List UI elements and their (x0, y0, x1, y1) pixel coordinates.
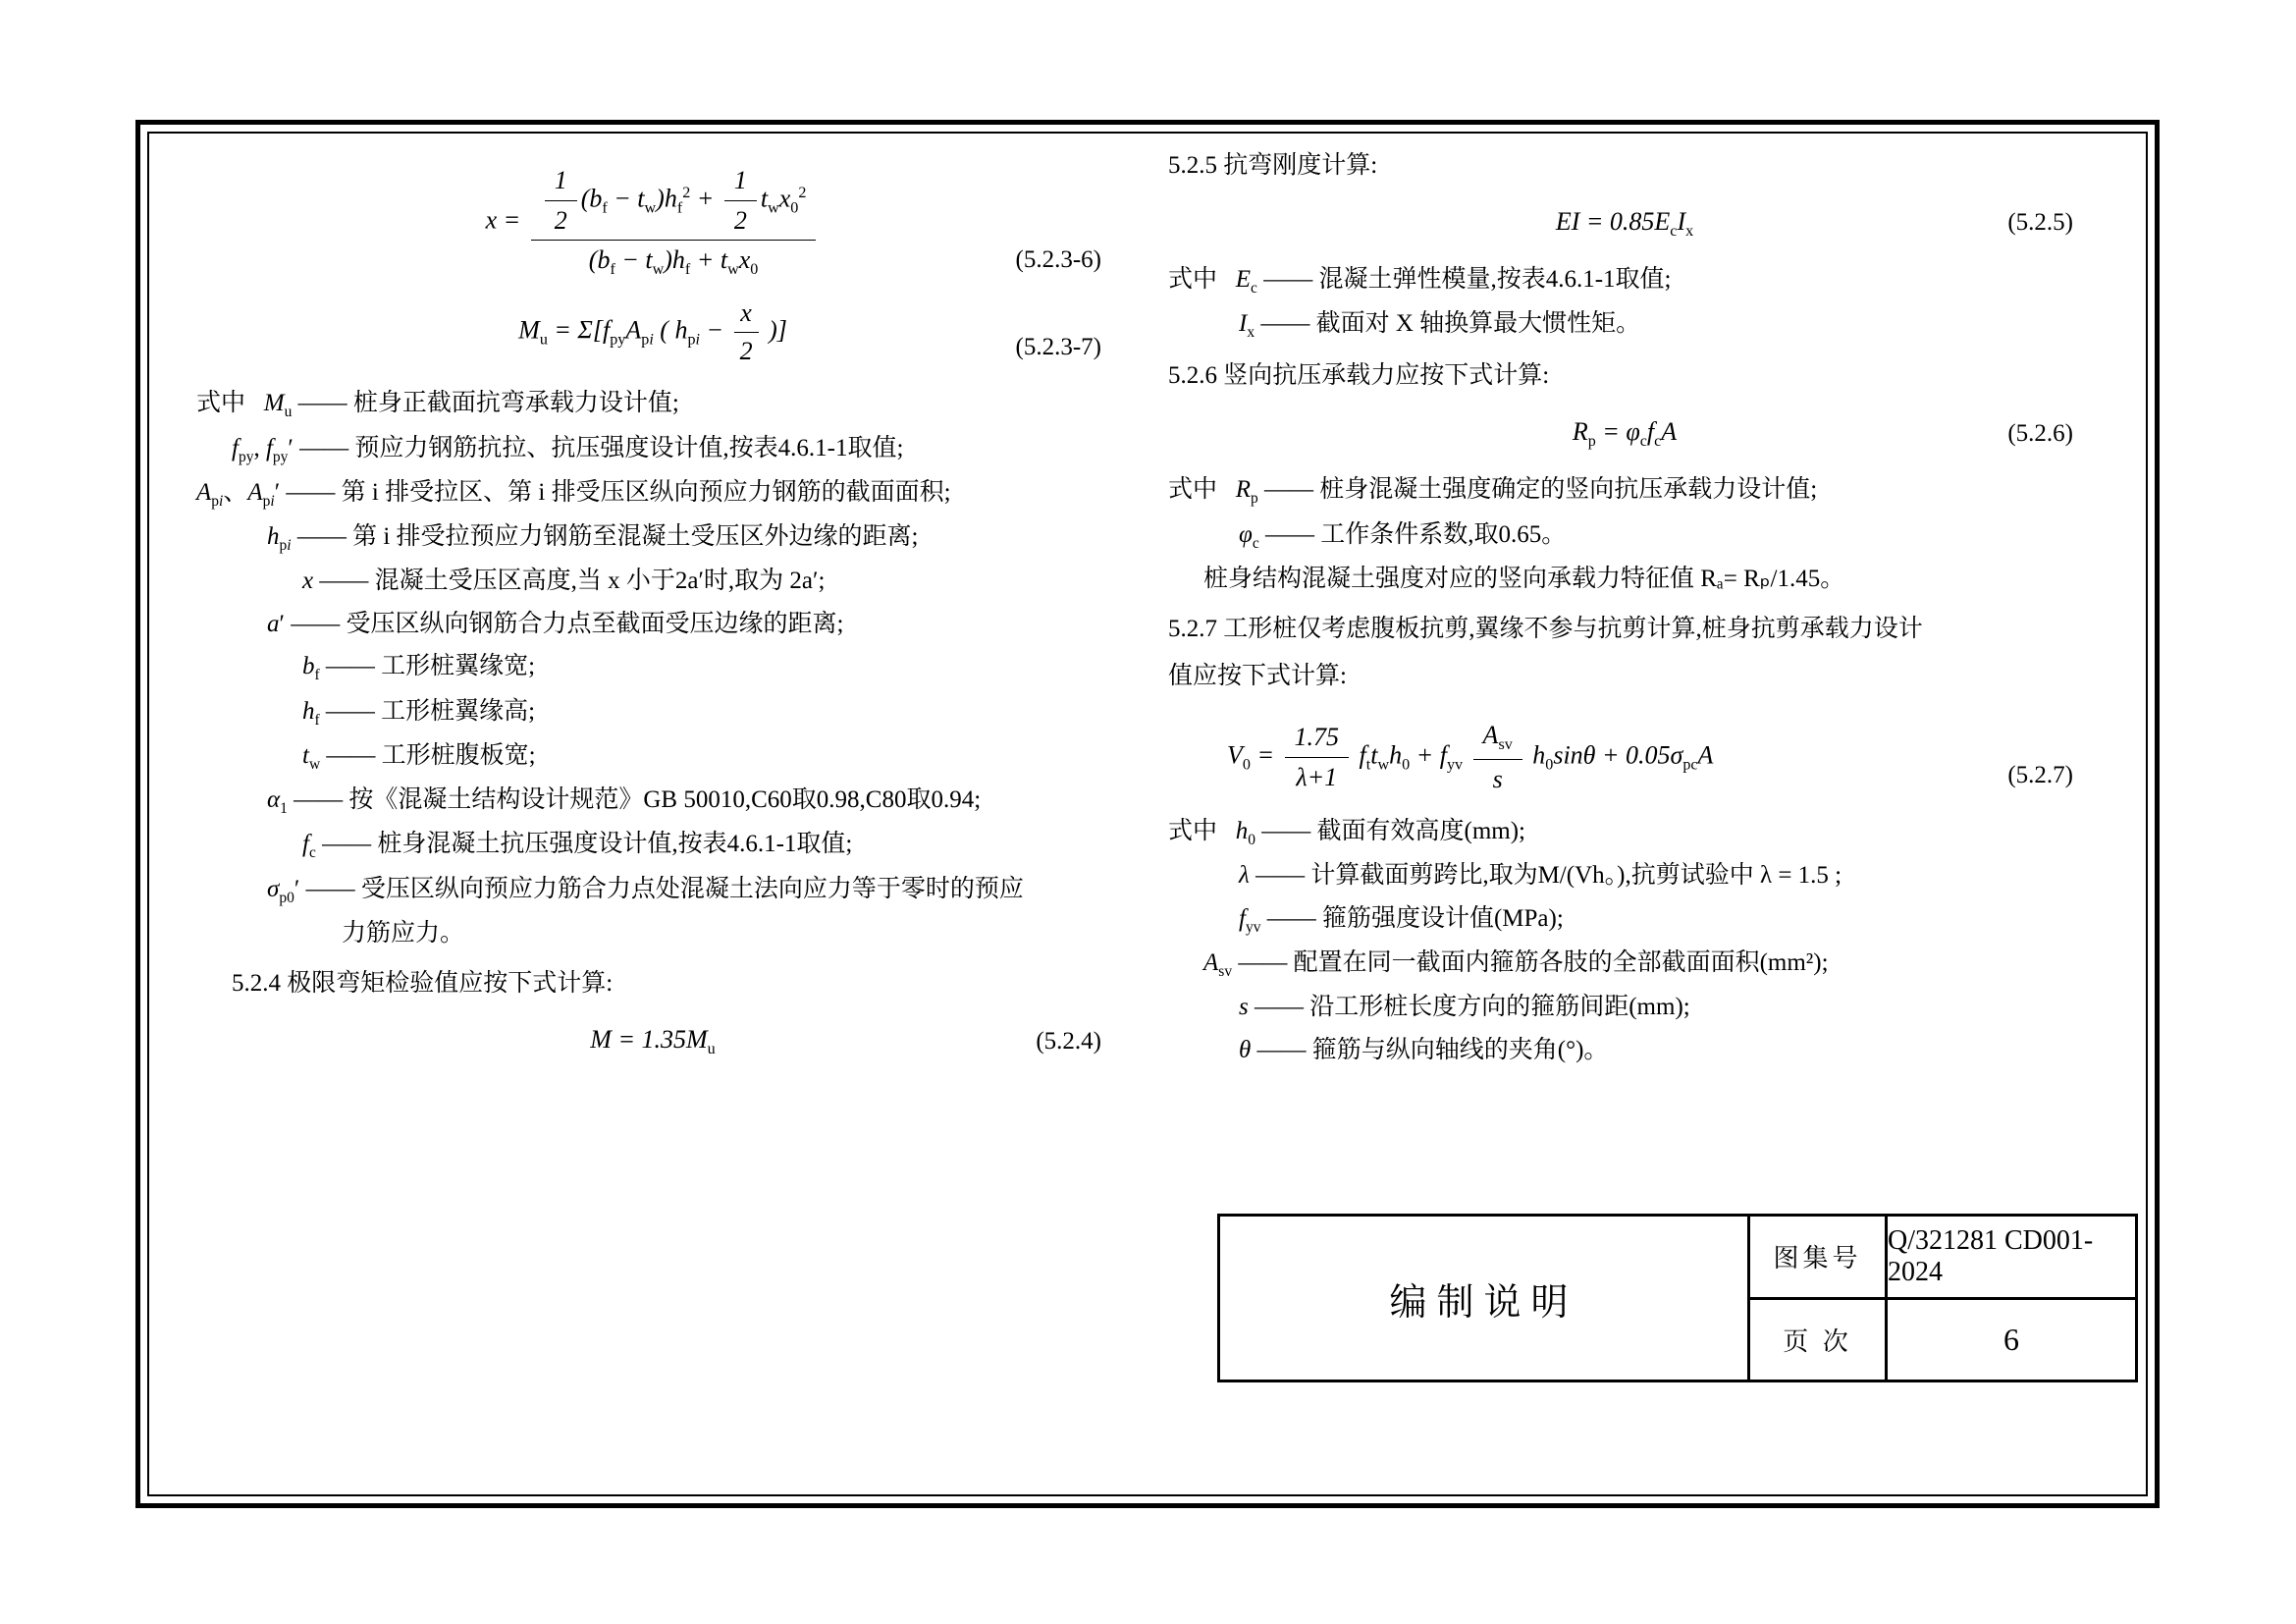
definition-line-aprime: a′ —— 受压区纵向钢筋合力点至截面受压边缘的距离; (267, 610, 844, 637)
section-5-2-4-title: 5.2.4 极限弯矩检验值应按下式计算: (232, 970, 614, 998)
right-column (1168, 147, 2081, 1074)
definition-text-h0: —— 截面有效高度(mm); (1261, 818, 1526, 845)
definition-text-alpha1: —— 按《混凝土结构设计规范》GB 50010,C60取0.98,C80取0.94; (294, 786, 982, 814)
formula-5-2-6-number: (5.2.6) (2007, 419, 2073, 447)
definition-line-Rp: 式中 $R_p$ —— 桩身混凝土强度确定的竖向抗压承载力设计值; (1168, 476, 1818, 508)
definition-text-fc: —— 桩身混凝土抗压强度设计值,按表4.6.1-1取值; (322, 831, 853, 858)
where-label-left: 式中 (196, 390, 246, 417)
definition-text-Ec: —— 混凝土弹性模量,按表4.6.1-1取值; (1263, 265, 1672, 293)
definition-line-hpi: $h_{pi}$ —— 第 i 排受拉预应力钢筋至混凝土受压区外边缘的距离; (267, 523, 919, 555)
title-block-atlas-value: Q/321281 CD001-2024 (1888, 1224, 2094, 1287)
definition-line-fpy: $f_{py}$, $f_{py}'$ —— 预应力钢筋抗拉、抗压强度设计值,按表4.6.1-1取值; (232, 434, 904, 465)
formula-5-2-3-7-body: $M_u = \Sigma[f_{py}A_{pi}$ ( $h_{pi}$ − $\frac{x}{2}$ )] (518, 298, 787, 365)
definition-text-Ix: —— 截面对 X 轴换算最大惯性矩。 (1260, 310, 1641, 338)
definition-text-Mu: —— 桩身正截面抗弯承载力设计值; (297, 390, 679, 417)
formula-5-2-3-7-number: (5.2.3-7) (1015, 333, 1101, 360)
formula-5-2-7-number: (5.2.7) (2007, 761, 2073, 788)
definition-text-Asv: —— 配置在同一截面内箍筋各肢的全部截面面积(mm²); (1238, 949, 1829, 977)
definition-line-s: s —— 沿工形桩长度方向的箍筋间距(mm); (1239, 994, 1690, 1021)
definition-line-lambda: λ —— 计算截面剪跨比,取为M/(Vh。),抗剪试验中 λ = 1.5 ; (1239, 862, 1842, 890)
title-block (1217, 1214, 2138, 1382)
definition-line-Asv: $A_{sv}$ —— 配置在同一截面内箍筋各肢的全部截面面积(mm²); (1203, 949, 1829, 981)
definition-text-fpy: —— 预应力钢筋抗拉、抗压强度设计值,按表4.6.1-1取值; (299, 434, 904, 461)
where-label-right-1: 式中 (1168, 265, 1218, 293)
definition-line-sigma-cont (196, 915, 1109, 952)
definition-line-alpha1: $\alpha_1$ —— 按《混凝土结构设计规范》GB 50010,C60取0.98,C80取0.94; (267, 786, 982, 818)
section-5-2-7-title-line1: 5.2.7 工形桩仅考虑腹板抗剪,翼缘不参与抗剪计算,桩身抗剪承载力设计 (1168, 616, 1923, 643)
definition-text-theta: —— 箍筋与纵向轴线的夹角(°)。 (1256, 1036, 1609, 1063)
title-block-atlas-label: 图集号 (1750, 1217, 1888, 1297)
definition-text-bf: —— 工形桩翼缘宽; (325, 653, 536, 680)
definition-line-Api: $A_{pi}$、$A_{pi}'$ —— 第 i 排受拉区、第 i 排受压区纵向预应力钢筋的截面面积; (196, 478, 951, 510)
title-block-page-label: 页 次 (1750, 1300, 1888, 1380)
where-label-right-2: 式中 (1168, 476, 1218, 504)
definition-text-aprime: —— 受压区纵向钢筋合力点至截面受压边缘的距离; (291, 610, 844, 637)
formula-5-2-5-number: (5.2.5) (2007, 209, 2073, 237)
title-block-page-row (1750, 1300, 2135, 1380)
formula-5-2-7-body: $V_0$ = $\frac{1.75}{\lambda+1}$ $f_tt_wh_0 + f_{yv}$ $\frac{A_{sv}}{s}$ $h_0\sin\theta + 0.05\sigma_{pc}A$ (1227, 721, 1714, 793)
left-column (196, 147, 1109, 1079)
formula-5-2-7 (1168, 720, 2081, 795)
formula-5-2-5-body: EI = $0.85E_cI_x$ (1555, 206, 1694, 240)
formula-5-2-3-6 (196, 165, 1109, 280)
definition-text-tw: —— 工形桩腹板宽; (326, 741, 536, 769)
formula-5-2-4 (196, 1020, 1109, 1061)
formula-5-2-3-7 (196, 298, 1109, 367)
formula-5-2-4-number: (5.2.4) (1036, 1027, 1101, 1055)
note-5-2-6: 桩身结构混凝土强度对应的竖向承载力特征值 Rₐ= Rₚ/1.45。 (1203, 565, 1845, 592)
definition-text-fyv: —— 箍筋强度设计值(MPa); (1266, 904, 1564, 932)
definition-text-sigma-cont: 力筋应力。 (342, 919, 465, 947)
definition-line-fyv: $f_{yv}$ —— 箍筋强度设计值(MPa); (1239, 904, 1564, 936)
definition-line-phic: $\varphi_c$ —— 工作条件系数,取0.65。 (1239, 520, 1567, 552)
definition-text-x: —— 混凝土受压区高度,当 x 小于2a′时,取为 2a′; (319, 568, 826, 595)
definition-line-Mu: 式中 $M_u$ —— 桩身正截面抗弯承载力设计值; (196, 390, 679, 421)
definition-text-Rp: —— 桩身混凝土强度确定的竖向抗压承载力设计值; (1264, 476, 1818, 504)
definition-text-lambda: —— 计算截面剪跨比,取为M/(Vh。),抗剪试验中 λ = 1.5 ; (1255, 862, 1842, 890)
formula-5-2-4-body: $M = 1.35M_u$ (590, 1024, 716, 1058)
formula-5-2-3-6-body: x = $\frac{1}{2}$ $(b_f - t_w)h_f^2$ + $\frac{1}{2}$ $t_wx_0^2$ $(b_f - t_w)h_f + t_wx_0$ (196, 165, 1109, 280)
definition-text-sigma: —— 受压区纵向预应力筋合力点处混凝土法向应力等于零时的预应 (305, 875, 1024, 902)
definition-text-hpi: —— 第 i 排受拉预应力钢筋至混凝土受压区外边缘的距离; (296, 523, 919, 551)
definition-text-hf: —— 工形桩翼缘高; (325, 697, 536, 725)
title-block-title: 编制说明 (1389, 1281, 1578, 1324)
formula-5-2-6 (1168, 412, 2081, 454)
definition-line-sigma: $\sigma_{p0}'$ —— 受压区纵向预应力筋合力点处混凝土法向应力等于零时的预应 (267, 875, 1024, 906)
definition-line-fc: $f_c$ —— 桩身混凝土抗压强度设计值,按表4.6.1-1取值; (302, 831, 853, 862)
definition-line-bf: $b_f$ —— 工形桩翼缘宽; (302, 653, 536, 684)
title-block-page-value: 6 (2003, 1321, 2019, 1357)
definition-line-tw: $t_w$ —— 工形桩腹板宽; (302, 741, 536, 773)
formula-5-2-5 (1168, 202, 2081, 244)
definition-line-hf: $h_f$ —— 工形桩翼缘高; (302, 697, 536, 729)
definition-text-s: —— 沿工形桩长度方向的箍筋间距(mm); (1254, 994, 1690, 1021)
definition-line-h0: 式中 $h_0$ —— 截面有效高度(mm); (1168, 818, 1526, 849)
definition-line-theta: θ —— 箍筋与纵向轴线的夹角(°)。 (1239, 1036, 1609, 1063)
where-label-right-3: 式中 (1168, 818, 1218, 845)
title-block-atlas-row (1750, 1217, 2135, 1300)
definition-line-Ix: $I_x$ —— 截面对 X 轴换算最大惯性矩。 (1239, 310, 1641, 342)
definition-line-x: x —— 混凝土受压区高度,当 x 小于2a′时,取为 2a′; (302, 568, 826, 595)
section-5-2-7-title-line2: 值应按下式计算: (1168, 662, 1347, 689)
definition-text-phic: —— 工作条件系数,取0.65。 (1264, 520, 1567, 548)
section-5-2-5-title: 5.2.5 抗弯刚度计算: (1168, 152, 1378, 179)
title-block-info (1750, 1217, 2135, 1380)
title-block-title-cell (1220, 1217, 1750, 1380)
formula-5-2-3-6-number: (5.2.3-6) (1015, 245, 1101, 273)
formula-5-2-6-body: $R_p = \varphi_cf_cA$ (1572, 416, 1678, 451)
section-5-2-6-title: 5.2.6 竖向抗压承载力应按下式计算: (1168, 362, 1550, 390)
definition-line-Ec: 式中 $E_c$ —— 混凝土弹性模量,按表4.6.1-1取值; (1168, 265, 1672, 297)
definition-text-Api: —— 第 i 排受拉区、第 i 排受压区纵向预应力钢筋的截面面积; (286, 478, 951, 506)
